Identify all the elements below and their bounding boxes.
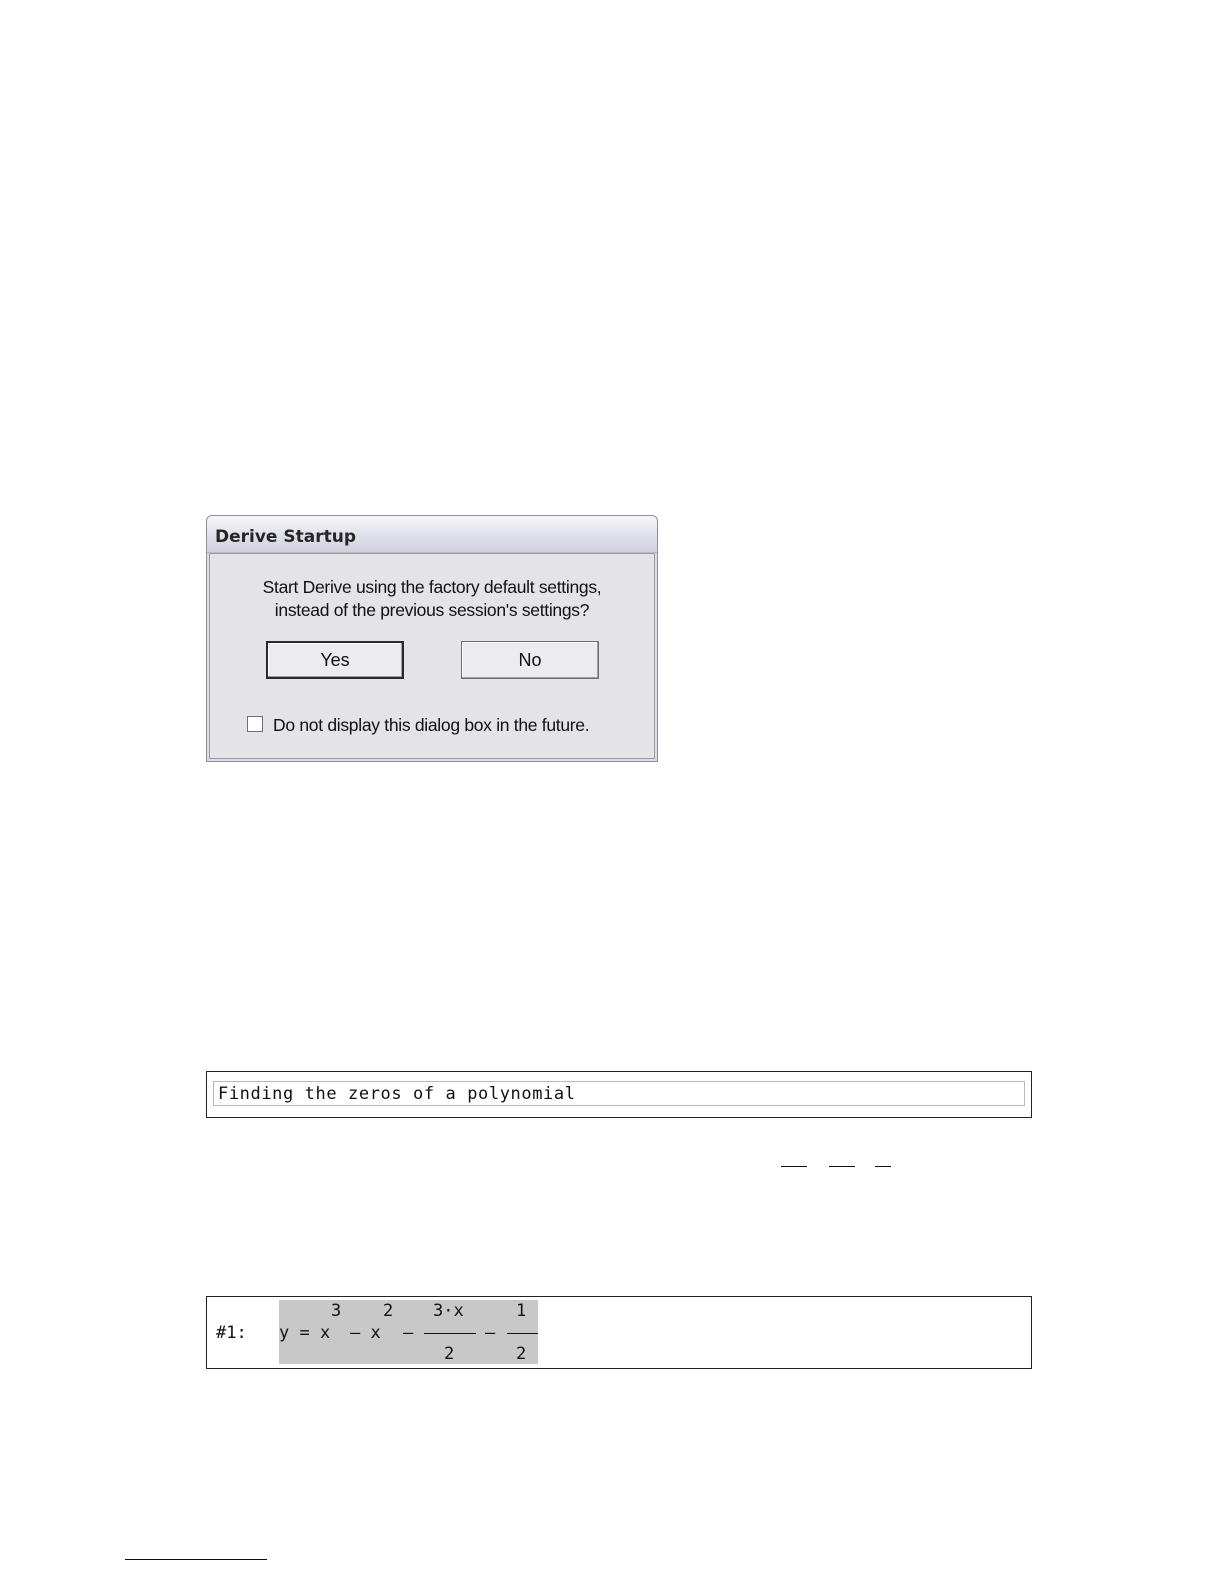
rule-fragment-1 (781, 1166, 807, 1167)
footnote-rule (125, 1559, 267, 1560)
minus-sign-1: – (403, 1323, 414, 1343)
fraction-2-denominator: 2 (516, 1344, 527, 1364)
dialog-title: Derive Startup (215, 527, 357, 547)
rule-fragment-3 (875, 1166, 891, 1167)
exponent-2: 2 (383, 1301, 394, 1321)
dialog-message-line-1: Start Derive using the factory default settings, (262, 577, 602, 597)
no-button[interactable]: No (461, 641, 599, 679)
fraction-1-numerator: 3·x (433, 1301, 464, 1321)
exponent-3: 3 (331, 1301, 342, 1321)
do-not-display-checkbox[interactable] (247, 716, 263, 732)
dialog-body (209, 553, 655, 759)
dialog-message-line-2: instead of the previous session's settings? (274, 600, 590, 620)
rule-fragment-2 (829, 1166, 855, 1167)
derive-note-box (206, 1071, 1032, 1118)
fraction-1-bar (424, 1333, 476, 1334)
derive-startup-dialog (206, 515, 658, 762)
do-not-display-checkbox-label[interactable]: Do not display this dialog box in the future. (273, 715, 590, 735)
fraction-1-denominator: 2 (444, 1344, 455, 1364)
fraction-2-bar (507, 1333, 538, 1334)
derive-expression-box (206, 1296, 1032, 1369)
expression-highlight[interactable] (279, 1300, 538, 1364)
note-text: Finding the zeros of a polynomial (218, 1084, 576, 1104)
dialog-message (210, 576, 654, 622)
expression-label: #1: (216, 1323, 247, 1343)
minus-sign-2: – (485, 1323, 496, 1343)
yes-button[interactable]: Yes (266, 641, 404, 679)
dialog-titlebar[interactable] (207, 516, 657, 553)
note-inner-frame (213, 1081, 1025, 1106)
minus-x-term: – x (350, 1323, 381, 1343)
expression-lhs: y = x (279, 1323, 331, 1343)
fraction-2-numerator: 1 (516, 1301, 527, 1321)
